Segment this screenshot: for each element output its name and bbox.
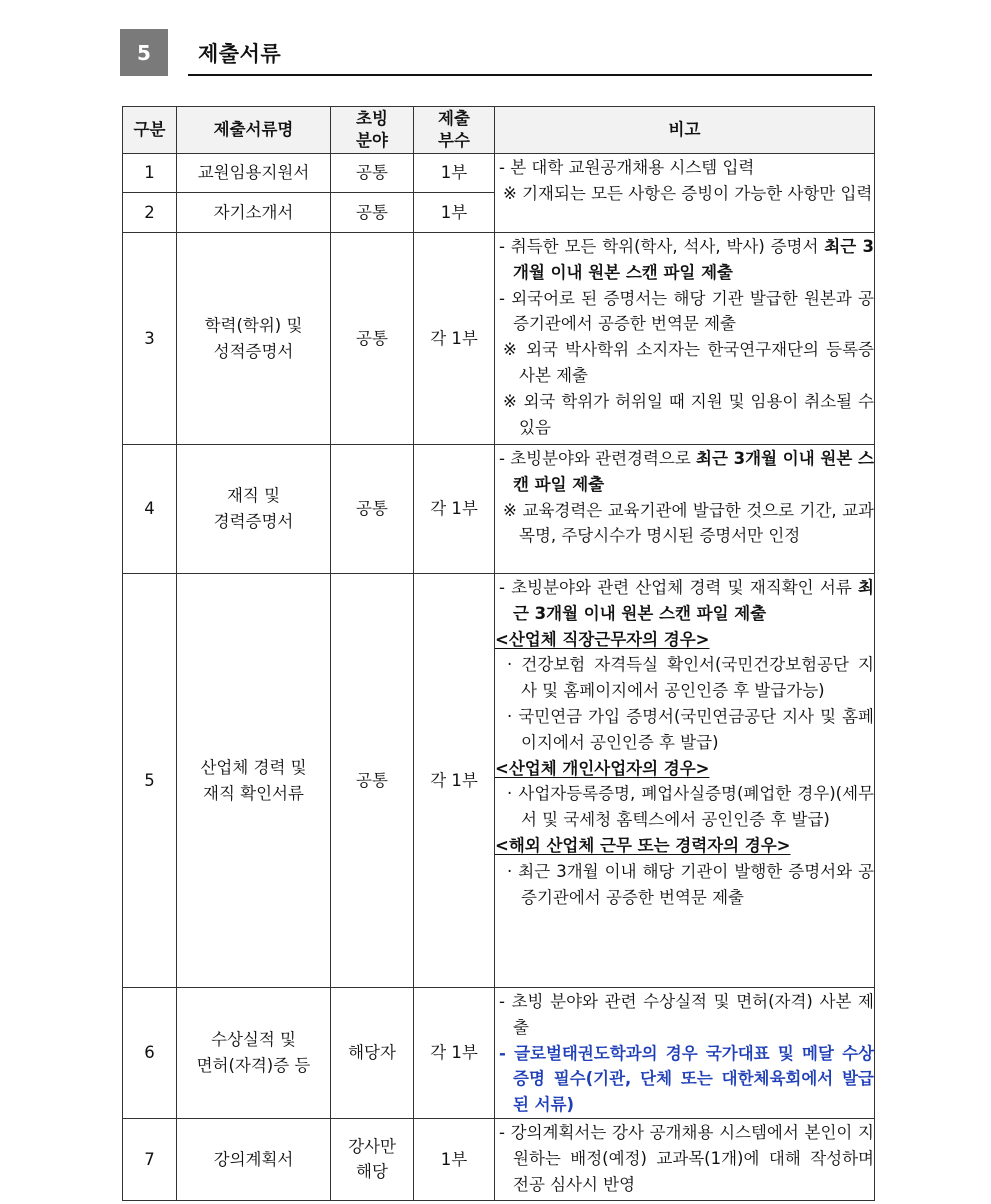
header-field: 초빙 분야 [331, 107, 414, 154]
remarks-cell [495, 574, 875, 988]
table-row [123, 233, 875, 445]
table-row [123, 1118, 875, 1200]
remarks-cell [495, 445, 875, 574]
section-number: 5 [120, 29, 168, 76]
document-name: 수상실적 및 면허(자격)증 등 [177, 988, 331, 1119]
remark-line: - 본 대학 교원공개채용 시스템 입력 [499, 158, 755, 177]
row-number: 6 [123, 988, 177, 1119]
remark-line: - 초빙분야와 관련경력으로 최근 3개월 이내 원본 스캔 파일 제출 [499, 449, 874, 494]
document-name: 학력(학위) 및 성적증명서 [177, 233, 331, 445]
row-number: 2 [123, 193, 177, 233]
header-remarks: 비고 [495, 107, 875, 154]
remark-highlight: - 글로벌태권도학과의 경우 국가대표 및 메달 수상 증명 필수(기관, 단체 또는 대한체육회에서 발급된 서류) [499, 1043, 874, 1115]
documents-table [122, 106, 875, 1201]
row-number: 3 [123, 233, 177, 445]
remark-reference: ※ 외국 박사학위 소지자는 한국연구재단의 등록증 사본 제출 [503, 340, 874, 385]
remark-subheading: <산업체 개인사업자의 경우> [495, 758, 710, 778]
remark-reference: ※ 교육경력은 교육기관에 발급한 것으로 기간, 교과목명, 주당시수가 명시된 증명서만 인정 [503, 500, 874, 546]
copies: 1부 [414, 154, 495, 193]
copies: 각 1부 [414, 445, 495, 574]
table-row [123, 154, 875, 193]
copies: 1부 [414, 1118, 495, 1200]
remarks-cell [495, 1118, 875, 1200]
document-name: 강의계획서 [177, 1118, 331, 1200]
header-document-name: 제출서류명 [177, 107, 331, 154]
remark-line: - 초빙분야와 관련 산업체 경력 및 재직확인 서류 최근 3개월 이내 원본 스캔 파일 제출 [499, 578, 874, 623]
remark-item: · 사업자등록증명, 폐업사실증명(폐업한 경우)(세무서 및 국세청 홈텍스에서 공인인증 후 발급) [507, 784, 874, 830]
copies: 각 1부 [414, 233, 495, 445]
row-number: 7 [123, 1118, 177, 1200]
field: 공통 [331, 445, 414, 574]
field: 해당자 [331, 988, 414, 1119]
copies: 1부 [414, 193, 495, 233]
header-copies: 제출 부수 [414, 107, 495, 154]
field: 공통 [331, 574, 414, 988]
document-name: 산업체 경력 및 재직 확인서류 [177, 574, 331, 988]
remarks-cell [495, 988, 875, 1119]
remark-subheading: <산업체 직장근무자의 경우> [495, 629, 710, 649]
table-row [123, 445, 875, 574]
remark-item: · 최근 3개월 이내 해당 기관이 발행한 증명서와 공증기관에서 공증한 번역문 제출 [507, 861, 874, 907]
field: 공통 [331, 154, 414, 193]
document-name: 자기소개서 [177, 193, 331, 233]
document-name: 재직 및 경력증명서 [177, 445, 331, 574]
table-row [123, 988, 875, 1119]
copies: 각 1부 [414, 574, 495, 988]
remarks-cell [495, 233, 875, 445]
row-number: 5 [123, 574, 177, 988]
remark-reference: ※ 외국 학위가 허위일 때 지원 및 임용이 취소될 수 있음 [503, 391, 874, 437]
field: 공통 [331, 233, 414, 445]
remark-line: - 강의계획서는 강사 공개채용 시스템에서 본인이 지원하는 배정(예정) 교과목(1개)에 대해 작성하며 전공 심사시 반영 [499, 1122, 874, 1194]
remark-subheading: <해외 산업체 근무 또는 경력자의 경우> [495, 835, 791, 855]
field: 강사만 해당 [331, 1118, 414, 1200]
remark-line: - 초빙 분야와 관련 수상실적 및 면허(자격) 사본 제출 [499, 992, 874, 1037]
table-header-row [123, 107, 875, 154]
section-header [120, 29, 872, 77]
copies: 각 1부 [414, 988, 495, 1119]
section-underline [188, 74, 872, 76]
row-number: 1 [123, 154, 177, 193]
header-division: 구분 [123, 107, 177, 154]
table-row [123, 574, 875, 988]
remark-item: · 건강보험 자격득실 확인서(국민건강보험공단 지사 및 홈페이지에서 공인인증 후 발급가능) [507, 655, 874, 701]
document-name: 교원임용지원서 [177, 154, 331, 193]
row-number: 4 [123, 445, 177, 574]
remark-line: - 취득한 모든 학위(학사, 석사, 박사) 증명서 최근 3개월 이내 원본 스캔 파일 제출 [499, 237, 874, 282]
remark-reference: ※ 기재되는 모든 사항은 증빙이 가능한 사항만 입력 [503, 183, 873, 203]
remark-item: · 국민연금 가입 증명서(국민연금공단 지사 및 홈페이지에서 공인인증 후 발급) [507, 706, 874, 752]
field: 공통 [331, 193, 414, 233]
section-title: 제출서류 [198, 42, 282, 66]
remark-line: - 외국어로 된 증명서는 해당 기관 발급한 원본과 공증기관에서 공증한 번역문 제출 [499, 288, 874, 334]
remarks-cell [495, 154, 875, 233]
